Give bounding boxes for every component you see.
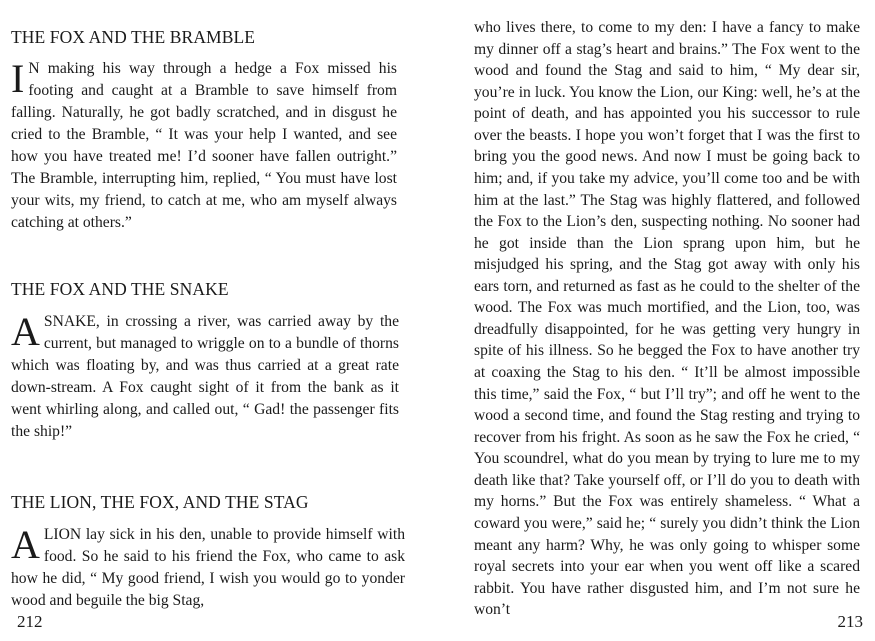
page-number-left: 212: [17, 612, 43, 631]
drop-cap: I: [11, 56, 25, 101]
fable-title-lion-fox-stag: THE LION, THE FOX, AND THE STAG: [11, 492, 309, 512]
page-number-right: 213: [837, 612, 863, 631]
fable-title-fox-bramble: THE FOX AND THE BRAMBLE: [11, 27, 256, 47]
fable-body: LION lay sick in his den, unable to provide himself with food. So he said to his friend the Fox, who came to ask how he did, “ My good friend, I wish you would go to yonder wood and beguile the big Stag,: [11, 526, 405, 609]
fable-body: SNAKE, in crossing a river, was carried away by the current, but managed to wriggle on to a bundle of thorns which was floating by, and was thus carried at a great rate down-stream. A Fox caught sight of it from the bank as it went whirling along, and called out, “ Gad! the passenger fits the ship!”: [11, 313, 399, 440]
fable-text-lion-fox-stag: [11, 524, 405, 612]
drop-cap: A: [11, 522, 40, 567]
drop-cap: A: [11, 309, 40, 354]
left-page: [0, 0, 436, 641]
fable-text-fox-snake: [11, 311, 399, 443]
fable-text-fox-bramble: [11, 58, 397, 234]
fable-title-fox-snake: THE FOX AND THE SNAKE: [11, 279, 229, 299]
fable-body: N making his way through a hedge a Fox missed his footing and caught at a Bramble to save himself from falling. Naturally, he got badly scratched, and in disgust he cried to the Bramble, “ It was your help I wanted, and see how you have treated me! I’d sooner have fallen outright.” The Bramble, interrupting him, replied, “ You must have lost your wits, my friend, to catch at me, who am myself always catching at others.”: [11, 60, 397, 231]
fable-continuation: who lives there, to come to my den: I have a fancy to make my dinner off a stag’s heart and brains.” The Fox went to the wood and found the Stag and said to him, “ My dear sir, you’re in luck. You know the Lion, our King: well, he’s at the point of death, and has appointed you his successor to rule over the beasts. I hope you won’t forget that I was the first to bring you the good news. And now I must be going back to him; and, if you take my advice, you’ll come too and be with him at the last.” The Stag was highly flattered, and followed the Fox to the Lion’s den, suspecting nothing. No sooner had he got inside than the Lion sprang upon him, but he misjudged his spring, and the Stag got away with only his ears torn, and returned as fast as he could to the shelter of the wood. The Fox was much mortified, and the Lion, too, was dreadfully disappointed, for he was getting very hungry in spite of his illness. So he begged the Fox to have another try at coaxing the Stag to his den. “ It’ll be almost impossible this time,” said the Fox, “ but I’ll try”; and off he went to the wood a second time, and found the Stag resting and trying to recover from his fright. As soon as he saw the Fox he cried, “ You scoundrel, what do you mean by trying to lure me to my death like that? Take yourself off, or I’ll do you to death with my horns.” But the Fox was entirely shameless. “ What a coward you were,” said he; “ surely you didn’t think the Lion meant any harm? Why, he was only going to whisper some royal secrets into your ear when you went off like a scared rabbit. You have rather disgusted him, and I’m not sure he won’t: [474, 19, 860, 619]
right-page: [436, 0, 875, 641]
